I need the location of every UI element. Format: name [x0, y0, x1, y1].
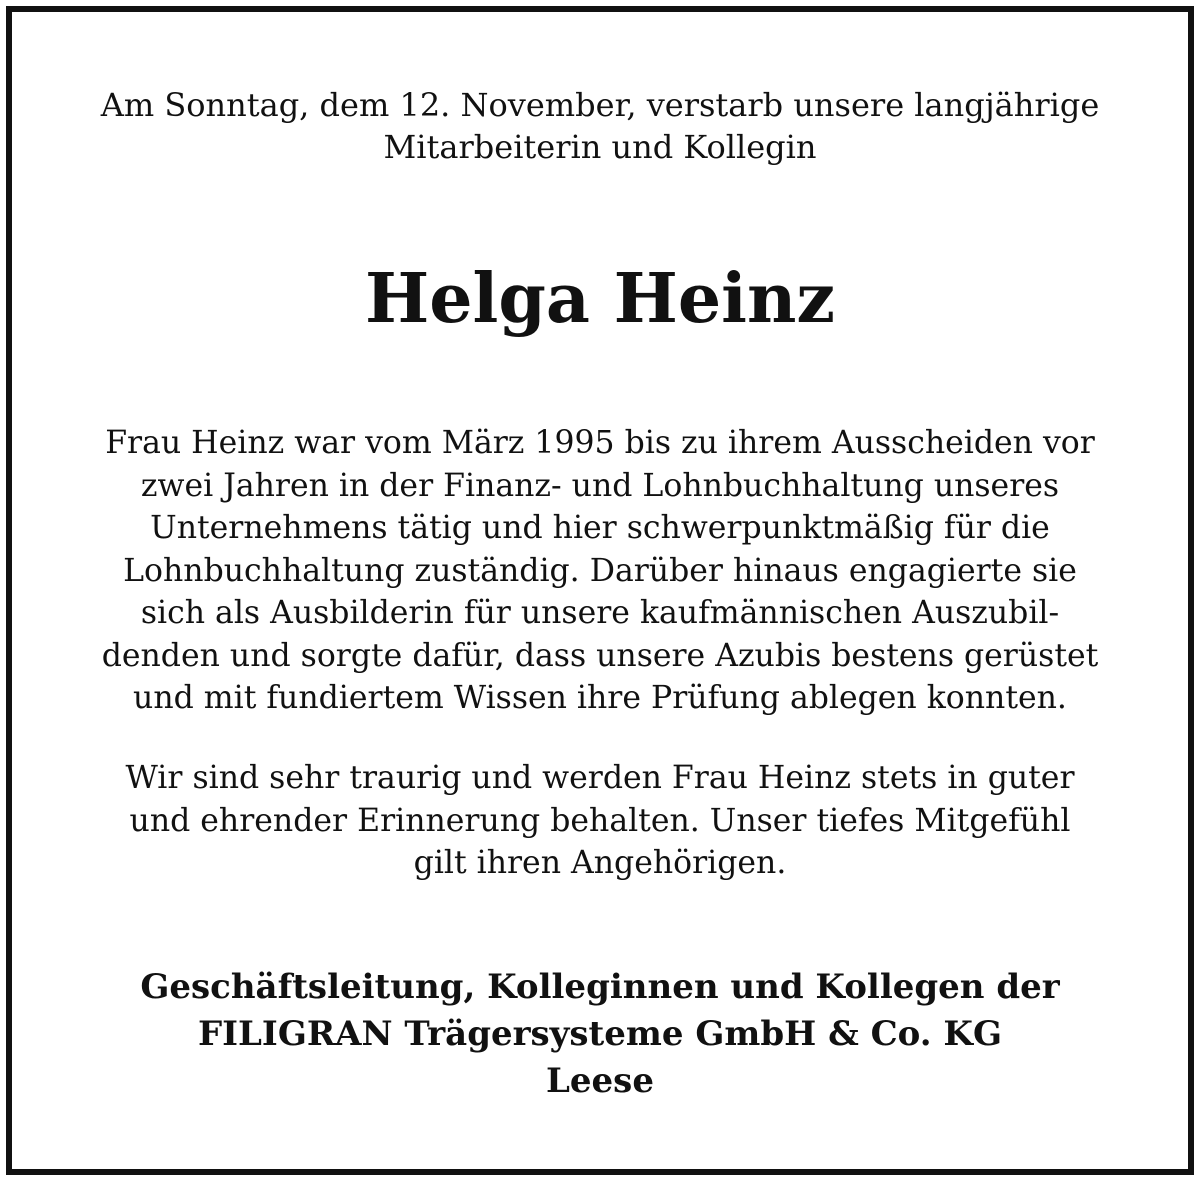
signature-block — [12, 964, 1188, 1105]
paragraph-line: Wir sind sehr traurig und werden Frau Heinz stets in guter — [125, 760, 1075, 796]
deceased-name: Helga Heinz — [364, 259, 836, 339]
paragraph-line: zwei Jahren in der Finanz- und Lohnbuchhaltung unseres — [140, 467, 1060, 504]
intro-line: Mitarbeiterin und Kollegin — [383, 128, 817, 166]
paragraph-line: sich als Ausbilderin für unsere kaufmännischen Auszubil- — [140, 595, 1060, 631]
obituary-frame — [6, 6, 1194, 1175]
paragraph-line: und mit fundiertem Wissen ihre Prüfung ablegen konnten. — [133, 680, 1067, 716]
paragraph-line: denden und sorgte dafür, dass unsere Azubis bestens gerüstet — [101, 637, 1099, 674]
intro-line: Am Sonntag, dem 12. November, verstarb unsere langjährige — [100, 86, 1100, 124]
signature-company: FILIGRAN Trägersysteme GmbH & Co. KG — [197, 1014, 1003, 1054]
paragraph-line: Unternehmens tätig und hier schwerpunktmäßig für die — [150, 510, 1050, 546]
paragraph-line: Lohnbuchhaltung zuständig. Darüber hinaus engagierte sie — [123, 552, 1077, 589]
condolence-paragraph — [12, 757, 1188, 885]
signature-line: Geschäftsleitung, Kolleginnen und Kollegen der — [140, 967, 1060, 1007]
paragraph-line: gilt ihren Angehörigen. — [413, 845, 787, 881]
paragraph-line: Frau Heinz war vom März 1995 bis zu ihrem Ausscheiden vor — [105, 425, 1095, 461]
tribute-paragraph — [12, 422, 1188, 720]
intro-text — [12, 84, 1188, 168]
paragraph-line: und ehrender Erinnerung behalten. Unser tiefes Mitgefühl — [129, 802, 1071, 839]
signature-location: Leese — [546, 1061, 654, 1101]
